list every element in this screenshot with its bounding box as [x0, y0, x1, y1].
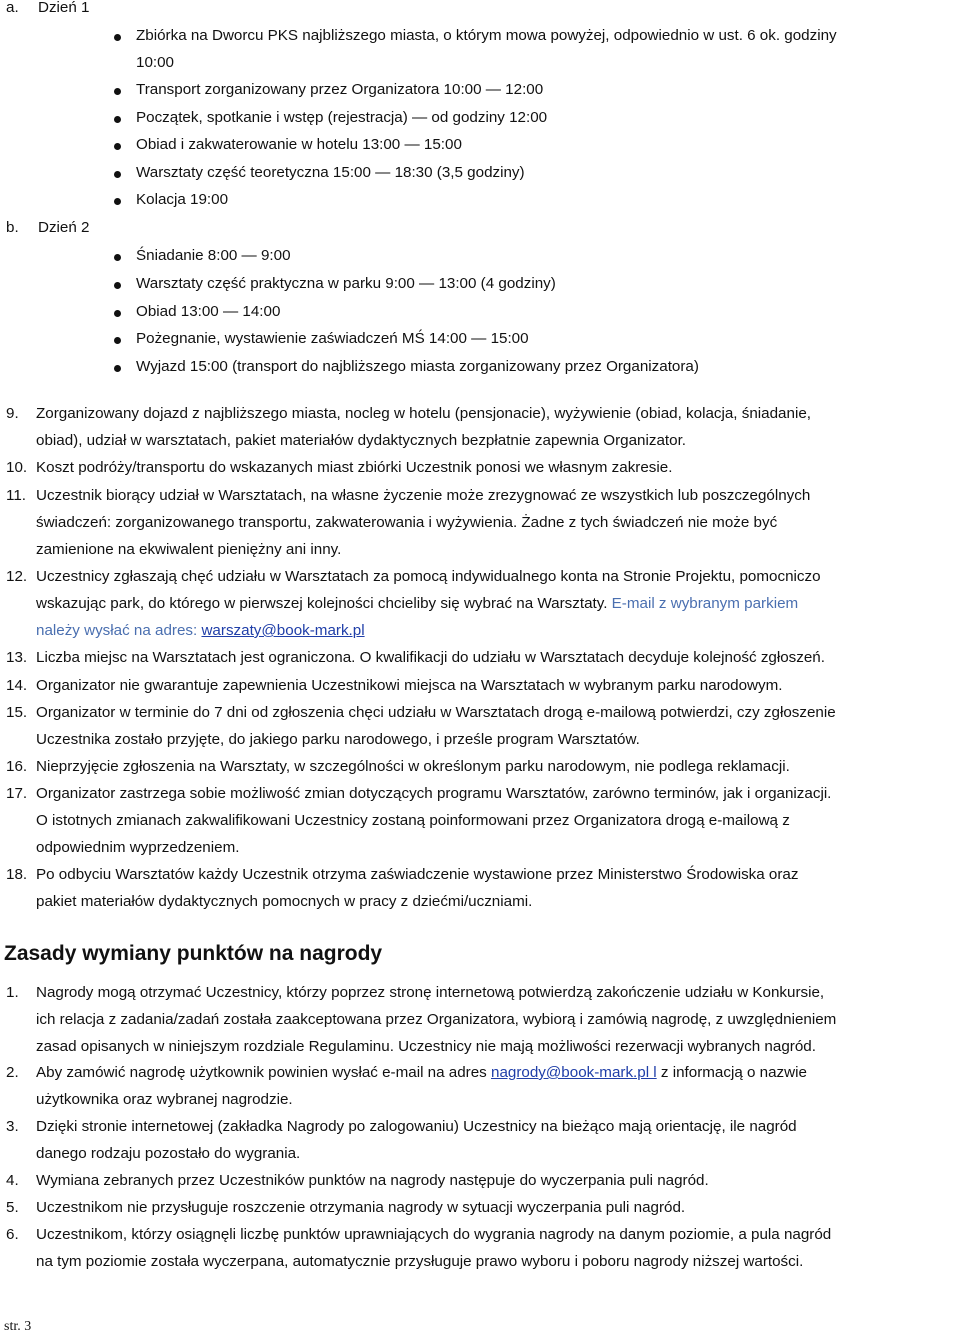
rule-text: Uczestnik biorący udział w Warsztatach, na własne życzenie może zrezygnować ze wszystkich lub poszczególnych	[36, 487, 811, 504]
list-item: Warsztaty część praktyczna w parku 9:00 — 13:00 (4 godziny)	[136, 275, 556, 292]
list-item: Zbiórka na Dworcu PKS najbliższego miasta, o którym mowa powyżej, odpowiednio w ust. 6 ok. godziny	[136, 27, 837, 44]
rule-number: 14.	[6, 677, 28, 694]
rule-text-blue: należy wysłać na adres:	[36, 622, 202, 639]
workshop-email-link[interactable]: warszaty@book-mark.pl	[201, 622, 365, 639]
prize-rule-text-pre: Aby zamówić nagrodę użytkownik powinien wysłać e-mail na adres	[36, 1064, 491, 1081]
rule-text: Uczestnika zostało przyjęte, do jakiego parku narodowego, i prześle program Warsztatów.	[36, 731, 640, 748]
prize-rule-text: Nagrody mogą otrzymać Uczestnicy, którzy poprzez stronę internetową potwierdzą zakończenie udziału w Konkursie,	[36, 984, 825, 1001]
list-item: Wyjazd 15:00 (transport do najbliższego miasta zorganizowany przez Organizatora)	[136, 358, 699, 375]
prize-rule-number: 3.	[6, 1118, 19, 1135]
prize-rule-text	[36, 1063, 807, 1083]
prize-rule-number: 6.	[6, 1226, 19, 1243]
bullet-icon	[114, 171, 121, 178]
list-item: Kolacja 19:00	[136, 191, 229, 208]
day1-marker: a.	[6, 0, 19, 16]
list-item-continuation: 10:00	[136, 54, 175, 71]
bullet-icon	[114, 282, 121, 289]
prizes-email-link[interactable]: nagrody@book-mark.pl l	[491, 1064, 657, 1081]
rule-text	[36, 594, 798, 614]
page-number: str. 3	[4, 1319, 32, 1334]
day2-marker: b.	[6, 219, 19, 236]
bullet-icon	[114, 365, 121, 372]
rule-text: odpowiednim wyprzedzeniem.	[36, 839, 240, 856]
prize-rule-text: użytkownika oraz wybranej nagrodzie.	[36, 1091, 293, 1108]
bullet-icon	[114, 310, 121, 317]
bullet-icon	[114, 88, 121, 95]
prize-rule-text: Uczestnikom nie przysługuje roszczenie otrzymania nagrody w sytuacji wyczerpania puli nagród.	[36, 1199, 686, 1216]
rule-text: Nieprzyjęcie zgłoszenia na Warsztaty, w szczególności w określonym parku narodowym, nie podlega reklamacji.	[36, 758, 790, 775]
rule-text	[36, 621, 365, 641]
prize-rule-number: 1.	[6, 984, 19, 1001]
rule-text: Organizator zastrzega sobie możliwość zmian dotyczących programu Warsztatów, zarówno terminów, jak i organizacji.	[36, 785, 832, 802]
list-item: Obiad i zakwaterowanie w hotelu 13:00 — 15:00	[136, 136, 462, 153]
day2-title: Dzień 2	[38, 219, 90, 236]
list-item: Transport zorganizowany przez Organizatora 10:00 — 12:00	[136, 81, 544, 98]
list-item: Śniadanie 8:00 — 9:00	[136, 247, 291, 264]
rule-text: Organizator nie gwarantuje zapewnienia Uczestnikowi miejsca na Warsztatach w wybranym parku narodowym.	[36, 677, 783, 694]
prize-rule-number: 2.	[6, 1064, 19, 1081]
rule-number: 18.	[6, 866, 28, 883]
prize-rule-number: 4.	[6, 1172, 19, 1189]
day1-title: Dzień 1	[38, 0, 90, 16]
rule-number: 13.	[6, 649, 28, 666]
rule-number: 10.	[6, 459, 28, 476]
rule-number: 11.	[6, 487, 26, 504]
prize-rule-text: Wymiana zebranych przez Uczestników punktów na nagrody następuje do wyczerpania puli nagród.	[36, 1172, 709, 1189]
rule-text: zamienione na ekwiwalent pieniężny ani inny.	[36, 541, 342, 558]
list-item: Warsztaty część teoretyczna 15:00 — 18:30 (3,5 godziny)	[136, 164, 525, 181]
list-item: Pożegnanie, wystawienie zaświadczeń MŚ 14:00 — 15:00	[136, 330, 529, 347]
rule-text: Po odbyciu Warsztatów każdy Uczestnik otrzyma zaświadczenie wystawione przez Ministerstwo Środowiska oraz	[36, 866, 799, 883]
section-heading: Zasady wymiany punktów na nagrody	[4, 942, 383, 965]
rule-text: świadczeń: zorganizowanego transportu, zakwaterowania i wyżywienia. Żadne z tych świadczeń nie może być	[36, 514, 778, 531]
prize-rule-text: Dzięki stronie internetowej (zakładka Nagrody po zalogowaniu) Uczestnicy na bieżąco mają orientację, ile nagród	[36, 1118, 797, 1135]
prize-rule-text: zasad opisanych w niniejszym rozdziale Regulaminu. Uczestnicy nie mają możliwości rezerwacji wybranych nagród.	[36, 1038, 816, 1055]
rule-text: Liczba miejsc na Warsztatach jest ograniczona. O kwalifikacji do udziału w Warsztatach decyduje kolejność zgłoszeń.	[36, 649, 825, 666]
rule-text: Organizator w terminie do 7 dni od zgłoszenia chęci udziału w Warsztatach drogą e-mailową potwierdzi, czy zgłoszenie	[36, 704, 836, 721]
rule-text: pakiet materiałów dydaktycznych pomocnych w pracy z dziećmi/uczniami.	[36, 893, 533, 910]
bullet-icon	[114, 143, 121, 150]
rule-number: 17.	[6, 785, 28, 802]
prize-rule-text: na tym poziomie została wyczerpana, automatycznie przysługuje prawo wyboru i poboru nagrody niższej wartości.	[36, 1253, 804, 1270]
bullet-icon	[114, 254, 121, 261]
prize-rule-text-post: z informacją o nazwie	[656, 1064, 807, 1081]
rule-text: Uczestnicy zgłaszają chęć udziału w Warsztatach za pomocą indywidualnego konta na Stronie Projektu, pomocniczo	[36, 568, 821, 585]
bullet-icon	[114, 34, 121, 41]
rule-text-black: wskazując park, do którego w pierwszej kolejności chcieliby się wybrać na Warsztaty.	[36, 595, 612, 612]
prize-rule-text: ich relacja z zadania/zadań została zaakceptowana przez Organizatora, wybiorą i zamówią nagrodę, z uwzględnieniem	[36, 1011, 837, 1028]
prize-rule-text: danego rodzaju pozostało do wygrania.	[36, 1145, 301, 1162]
rule-text: O istotnych zmianach zakwalifikowani Uczestnicy zostaną poinformowani przez Organizatora drogą e-mailową z	[36, 812, 790, 829]
bullet-icon	[114, 116, 121, 123]
rule-text: Zorganizowany dojazd z najbliższego miasta, nocleg w hotelu (pensjonacie), wyżywienie (obiad, kolacja, śniadanie,	[36, 405, 811, 422]
rule-number: 16.	[6, 758, 28, 775]
list-item: Początek, spotkanie i wstęp (rejestracja) — od godziny 12:00	[136, 109, 548, 126]
rule-text: Koszt podróży/transportu do wskazanych miast zbiórki Uczestnik ponosi we własnym zakresie.	[36, 459, 673, 476]
prize-rule-number: 5.	[6, 1199, 19, 1216]
bullet-icon	[114, 198, 121, 205]
bullet-icon	[114, 337, 121, 344]
prize-rule-text: Uczestnikom, którzy osiągnęli liczbę punktów uprawniających do wygrania nagrody na danym poziomie, a pula nagród	[36, 1226, 832, 1243]
rule-number: 12.	[6, 568, 28, 585]
rule-number: 15.	[6, 704, 28, 721]
rule-number: 9.	[6, 405, 19, 422]
rule-text-blue: E-mail z wybranym parkiem	[611, 595, 799, 612]
list-item: Obiad 13:00 — 14:00	[136, 303, 281, 320]
rule-text: obiad), udział w warsztatach, pakiet materiałów dydaktycznych bezpłatnie zapewnia Organizator.	[36, 432, 687, 449]
